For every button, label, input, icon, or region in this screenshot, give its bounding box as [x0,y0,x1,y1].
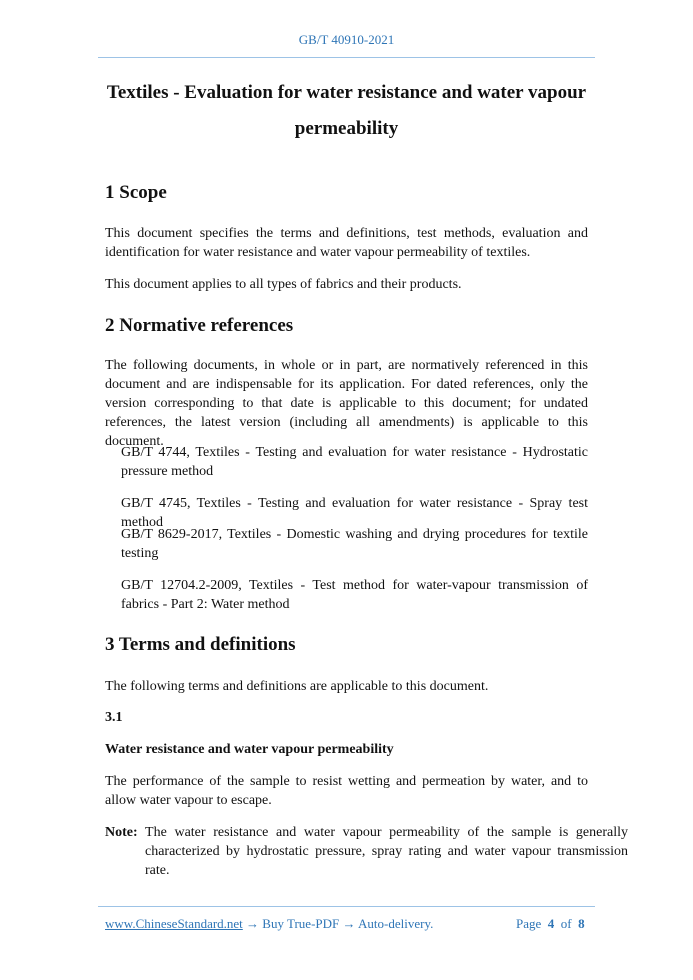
page-indicator [516,916,585,932]
reference-item: GB/T 4744, Textiles - Testing and evaluation for water resistance - Hydrostatic pressure method [121,445,588,479]
term-note [105,823,628,880]
normative-paragraph: The following documents, in whole or in part, are normatively referenced in this document and are indispensable for its application. For dated references, only the version corresponding to that date is applicable to this document; for undated references, the latest version (including all amendments) is applicable to this document. [105,358,588,449]
term-definition: The performance of the sample to resist wetting and permeation by water, and to allow water vapour to escape. [105,774,588,808]
header-rule [98,57,595,58]
footer-rule [98,906,595,907]
current-page: 4 [547,916,555,931]
reference-item: GB/T 8629-2017, Textiles - Domestic washing and drying procedures for textile testing [121,527,588,561]
footer-promo [105,916,433,932]
reference-item: GB/T 4745, Textiles - Testing and evaluation for water resistance - Spray test method [121,496,588,530]
note-text: The water resistance and water vapour permeability of the sample is generally characterized by hydrostatic pressure, spray rating and water vapour transmission rate. [137,825,628,878]
term-name: Water resistance and water vapour permeability [105,742,394,757]
page-label: Page [516,916,542,931]
term-number: 3.1 [105,710,123,725]
of-label: of [560,916,572,931]
title-line-2: permeability [294,118,399,139]
footer-promo-text: → Buy True-PDF → Auto-delivery. [242,916,434,931]
terms-intro: The following terms and definitions are applicable to this document. [105,679,489,694]
running-header: GB/T 40910-2021 [298,32,395,47]
scope-paragraph-1: This document specifies the terms and definitions, test methods, evaluation and identification for water resistance and water vapour permeability of textiles. [105,226,588,260]
chinesestandard-link[interactable]: www.ChineseStandard.net [105,916,243,931]
reference-item: GB/T 12704.2-2009, Textiles - Test method for water-vapour transmission of fabrics - Part 2: Water method [121,578,588,612]
heading-scope: 1 Scope [105,182,167,203]
document-title [105,75,588,147]
note-label: Note: [105,825,138,840]
title-line-1: Textiles - Evaluation for water resistance and water vapour [106,82,587,103]
heading-normative-references: 2 Normative references [105,315,294,336]
total-pages: 8 [578,916,585,931]
heading-terms-definitions: 3 Terms and definitions [105,634,296,655]
scope-paragraph-2: This document applies to all types of fabrics and their products. [105,277,462,292]
